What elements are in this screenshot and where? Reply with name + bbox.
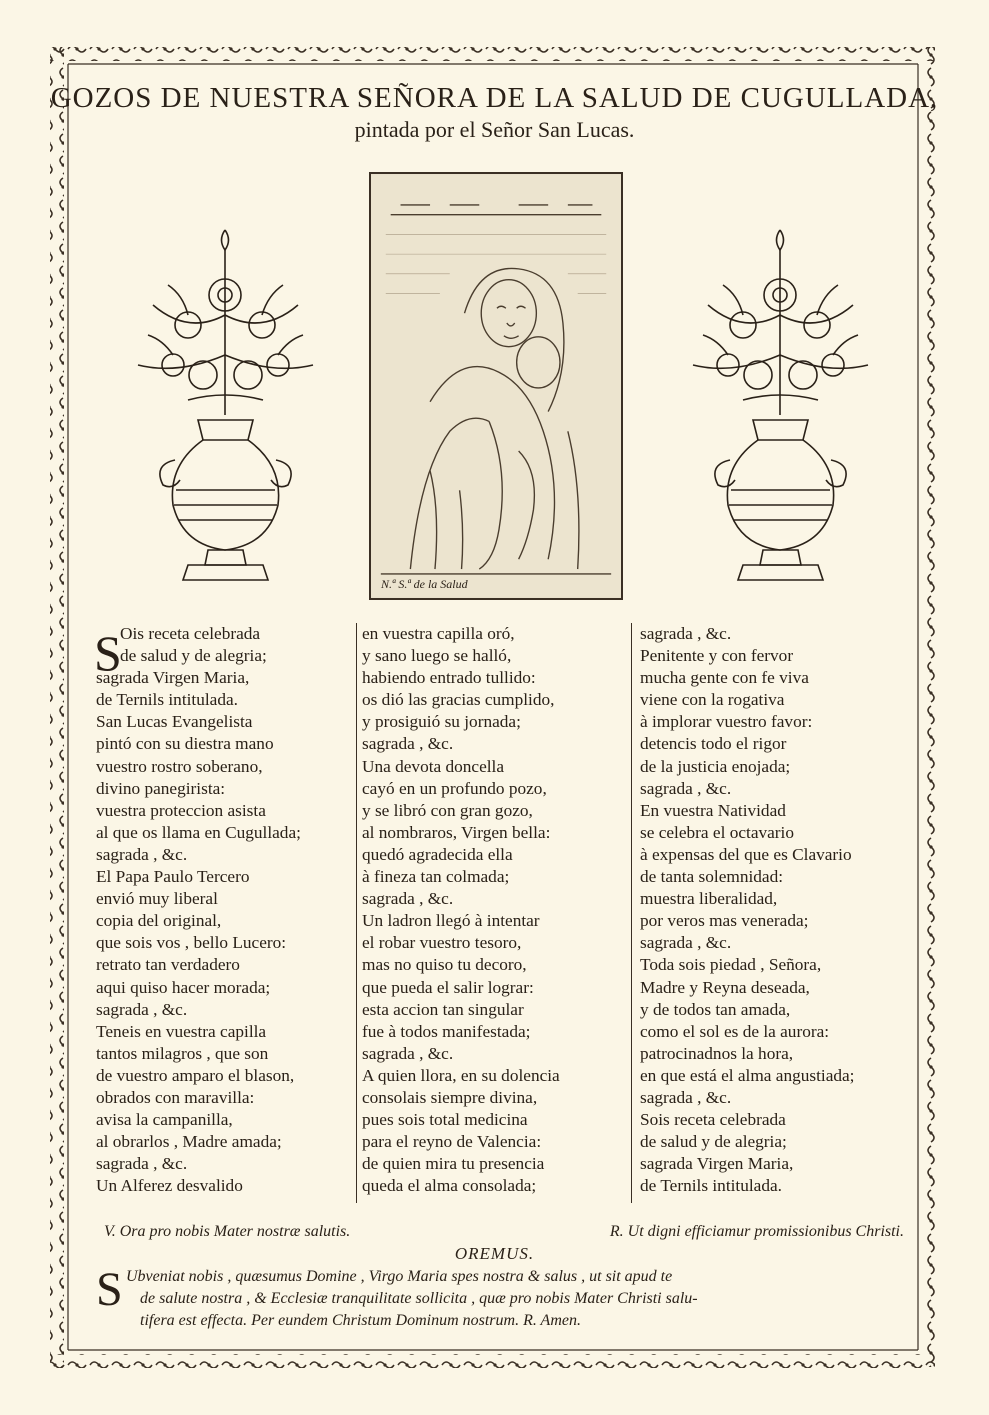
verse-line: Sois receta celebrada: [640, 1110, 786, 1130]
verse-line: y sano luego se halló,: [362, 646, 512, 666]
verse-line: muestra liberalidad,: [640, 889, 778, 909]
verse-line: Toda sois piedad , Señora,: [640, 955, 822, 975]
verse-line: y de todos tan amada,: [640, 999, 791, 1019]
virgin-engraving: [369, 172, 623, 600]
verse-line: de la justicia enojada;: [640, 756, 791, 776]
verse-line: à fineza tan colmada;: [362, 867, 510, 887]
verse-line: de Ternils intitulada.: [640, 1176, 782, 1196]
verse-line: sagrada , &c.: [362, 1043, 454, 1063]
verse-line: como el sol es de la aurora:: [640, 1021, 830, 1041]
verse-line: mas no quiso tu decoro,: [362, 955, 527, 975]
verse-line: divino panegirista:: [96, 778, 226, 798]
verse-line: sagrada , &c.: [362, 734, 454, 754]
verse-line: Madre y Reyna deseada,: [640, 977, 810, 997]
verse-line: obrados con maravilla:: [96, 1087, 255, 1107]
verse-column-2: [362, 623, 622, 1197]
verse-line: fue à todos manifestada;: [362, 1021, 531, 1041]
prayer-line: Ubveniat nobis , quæsumus Domine , Virgo Maria spes nostra & salus , ut sit apud te: [126, 1268, 673, 1285]
verse-line: sagrada , &c.: [640, 624, 732, 643]
verse-line: quedó agradecida ella: [362, 844, 513, 864]
column-divider: [631, 623, 632, 1203]
verse-line: sagrada , &c.: [640, 933, 732, 953]
verse-line: retrato tan verdadero: [96, 955, 240, 975]
prayer-dropcap: S: [96, 1263, 123, 1316]
verse-line: sagrada Virgen Maria,: [96, 668, 250, 688]
verse-line: cayó en un profundo pozo,: [362, 778, 547, 798]
verse-line: y prosiguió su jornada;: [362, 712, 521, 732]
verse-line: por veros mas venerada;: [640, 911, 809, 931]
verse-line: de vuestro amparo el blason,: [96, 1065, 295, 1085]
verse-line: os dió las gracias cumplido,: [362, 690, 555, 710]
verse-line: sagrada , &c.: [640, 1087, 732, 1107]
verse-line: A quien llora, en su dolencia: [362, 1065, 560, 1085]
verse-line: Ois receta celebrada: [120, 624, 261, 643]
engraving-caption: N.ª S.ª de la Salud: [381, 577, 468, 591]
verse-line: habiendo entrado tullido:: [362, 668, 536, 688]
verse-line: el robar vuestro tesoro,: [362, 933, 522, 953]
verse-line: envió muy liberal: [96, 889, 218, 909]
verse-line: Penitente y con fervor: [640, 646, 794, 666]
verse-line: Una devota doncella: [362, 756, 505, 776]
verse-line: sagrada , &c.: [96, 844, 188, 864]
virgin-and-child-icon: [371, 174, 621, 598]
verse-line: pues sois total medicina: [362, 1110, 528, 1130]
verse-line: Un Alferez desvalido: [96, 1176, 243, 1196]
page-subtitle: pintada por el Señor San Lucas.: [354, 117, 635, 142]
verse-line: de quien mira tu presencia: [362, 1154, 545, 1174]
verse-line: que sois vos , bello Lucero:: [96, 933, 287, 953]
verse-line: en vuestra capilla oró,: [362, 624, 515, 643]
oremus-heading: OREMUS.: [454, 1244, 535, 1263]
verse-line: San Lucas Evangelista: [96, 712, 253, 732]
verse-column-1: [96, 623, 352, 1197]
verse-line: avisa la campanilla,: [96, 1110, 233, 1130]
page-title: GOZOS DE NUESTRA SEÑORA DE LA SALUD DE CUGULLADA,: [50, 82, 939, 114]
verse-line: Teneis en vuestra capilla: [96, 1021, 267, 1041]
verse-line: que pueda el salir lograr:: [362, 977, 534, 997]
verse-line: al que os llama en Cugullada;: [96, 822, 301, 842]
verse-line: al obrarlos , Madre amada;: [96, 1132, 282, 1152]
verse-column-3: [640, 623, 912, 1197]
verse-line: mucha gente con fe viva: [640, 668, 809, 688]
verse-line: consolais siempre divina,: [362, 1087, 538, 1107]
verse-line: esta accion tan singular: [362, 999, 524, 1019]
verse-line: de Ternils intitulada.: [96, 690, 238, 710]
flower-vase-icon: [128, 225, 323, 585]
verse-line: para el reyno de Valencia:: [362, 1132, 542, 1152]
verse-line: queda el alma consolada;: [362, 1176, 537, 1196]
verse-line: se celebra el octavario: [640, 822, 794, 842]
verse-line: El Papa Paulo Tercero: [96, 867, 250, 887]
verse-line: sagrada , &c.: [362, 889, 454, 909]
verse-line: Un ladron llegó à intentar: [362, 911, 540, 931]
prayer-line: tifera est effecta. Per eundem Christum Dominum nostrum. R. Amen.: [140, 1312, 581, 1329]
column-divider: [356, 623, 357, 1203]
verse-line: y se libró con gran gozo,: [362, 800, 533, 820]
verse-line: de tanta solemnidad:: [640, 867, 784, 887]
verse-line: pintó con su diestra mano: [96, 734, 274, 754]
verse-line: al nombraros, Virgen bella:: [362, 822, 551, 842]
verse-line: detencis todo el rigor: [640, 734, 787, 754]
prayer-line: de salute nostra , & Ecclesiæ tranquilitate sollicita , quæ pro nobis Mater Christi salu-: [140, 1290, 698, 1307]
verse-line: de salud y de alegria;: [640, 1132, 787, 1152]
verse-line: à implorar vuestro favor:: [640, 712, 813, 732]
verse-line: patrocinadnos la hora,: [640, 1043, 794, 1063]
verse-line: sagrada , &c.: [96, 999, 188, 1019]
verse-line: à expensas del que es Clavario: [640, 844, 852, 864]
verse-line: sagrada , &c.: [96, 1154, 188, 1174]
verse-line: vuestro rostro soberano,: [96, 756, 263, 776]
versicle-left: V. Ora pro nobis Mater nostræ salutis.: [104, 1223, 351, 1240]
verse-line: de salud y de alegria;: [120, 646, 267, 666]
verse-line: aqui quiso hacer morada;: [96, 977, 271, 997]
verse-line: viene con la rogativa: [640, 690, 785, 710]
flower-vase-icon: [683, 225, 878, 585]
verse-line: copia del original,: [96, 911, 222, 931]
verse-line: sagrada Virgen Maria,: [640, 1154, 794, 1174]
verse-dropcap: S: [94, 625, 122, 681]
verse-line: sagrada , &c.: [640, 778, 732, 798]
verse-line: vuestra proteccion asista: [96, 800, 266, 820]
verse-line: En vuestra Natividad: [640, 800, 786, 820]
prayer-text: [104, 1266, 909, 1332]
verse-line: tantos milagros , que son: [96, 1043, 269, 1063]
versicle-right: R. Ut digni efficiamur promissionibus Christi.: [609, 1223, 904, 1240]
verse-line: en que está el alma angustiada;: [640, 1065, 855, 1085]
